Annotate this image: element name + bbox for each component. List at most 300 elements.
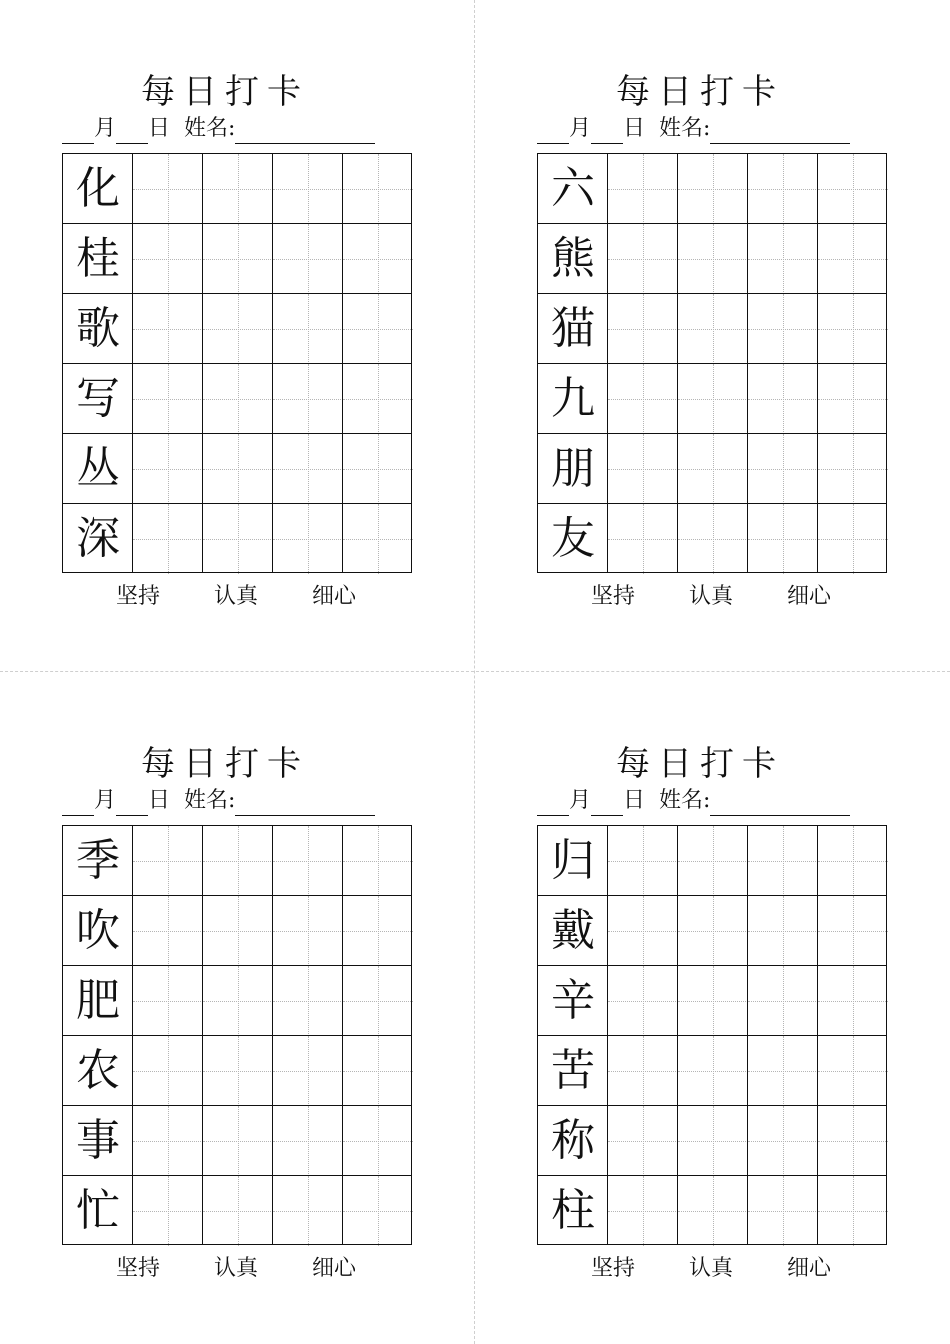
model-character: 猫 xyxy=(551,303,595,354)
model-character: 写 xyxy=(76,373,120,424)
grid-column-separator xyxy=(342,826,343,1244)
date-name-line xyxy=(537,114,877,144)
date-name-line xyxy=(537,786,877,816)
month-label: 月 xyxy=(569,788,592,813)
practice-cell[interactable] xyxy=(608,294,678,364)
guide-line-vertical xyxy=(853,896,854,966)
guide-line-vertical xyxy=(168,826,169,896)
practice-cell[interactable] xyxy=(203,364,273,434)
practice-cell[interactable] xyxy=(678,224,748,294)
name-label: 姓名: xyxy=(659,116,711,141)
guide-line-vertical xyxy=(713,966,714,1036)
model-character-cell xyxy=(538,826,608,896)
guide-line-vertical xyxy=(308,1176,309,1246)
guide-line-vertical xyxy=(308,966,309,1036)
practice-cell[interactable] xyxy=(678,434,748,504)
practice-cell[interactable] xyxy=(608,224,678,294)
month-blank[interactable] xyxy=(62,119,94,144)
practice-cell[interactable] xyxy=(203,966,273,1036)
practice-cell[interactable] xyxy=(748,1036,818,1106)
guide-line-vertical xyxy=(168,1106,169,1176)
practice-cell[interactable] xyxy=(678,154,748,224)
guide-line-vertical xyxy=(378,1036,379,1106)
practice-cell[interactable] xyxy=(273,154,343,224)
practice-cell[interactable] xyxy=(608,966,678,1036)
guide-line-vertical xyxy=(713,364,714,434)
grid-row-separator xyxy=(538,1105,886,1106)
grid-column-separator xyxy=(342,154,343,572)
practice-cell[interactable] xyxy=(678,1176,748,1246)
grid-row-separator xyxy=(538,433,886,434)
practice-cell[interactable] xyxy=(748,294,818,364)
guide-line-vertical xyxy=(783,1176,784,1246)
grid-row-separator xyxy=(538,895,886,896)
practice-cell[interactable] xyxy=(748,826,818,896)
model-character: 九 xyxy=(551,373,595,424)
model-character: 六 xyxy=(551,163,595,214)
grid-row xyxy=(63,966,411,1036)
guide-line-vertical xyxy=(378,1176,379,1246)
practice-cell[interactable] xyxy=(748,434,818,504)
practice-cell[interactable] xyxy=(343,826,413,896)
day-blank[interactable] xyxy=(591,791,623,816)
guide-line-vertical xyxy=(783,826,784,896)
guide-line-vertical xyxy=(378,966,379,1036)
practice-cell[interactable] xyxy=(748,1106,818,1176)
model-character-cell xyxy=(63,1036,133,1106)
model-character: 归 xyxy=(551,835,595,886)
guide-line-vertical xyxy=(168,224,169,294)
practice-cell[interactable] xyxy=(273,434,343,504)
grid-row-separator xyxy=(538,1035,886,1036)
grid-row xyxy=(538,434,886,504)
model-character: 深 xyxy=(76,513,120,564)
grid-row xyxy=(63,504,411,574)
model-character-cell xyxy=(538,1106,608,1176)
guide-line-vertical xyxy=(643,1036,644,1106)
practice-cell[interactable] xyxy=(273,294,343,364)
practice-cell[interactable] xyxy=(133,1106,203,1176)
name-label: 姓名: xyxy=(184,116,236,141)
practice-cell[interactable] xyxy=(748,896,818,966)
practice-cell[interactable] xyxy=(608,364,678,434)
guide-line-vertical xyxy=(643,826,644,896)
model-character-cell xyxy=(538,966,608,1036)
practice-cell[interactable] xyxy=(273,1176,343,1246)
grid-row-separator xyxy=(63,223,411,224)
practice-card xyxy=(50,672,400,1281)
practice-cell[interactable] xyxy=(678,294,748,364)
practice-cell[interactable] xyxy=(818,504,888,574)
practice-cell[interactable] xyxy=(678,1106,748,1176)
practice-cell[interactable] xyxy=(343,434,413,504)
month-label: 月 xyxy=(94,116,117,141)
grid-column-separator xyxy=(272,826,273,1244)
day-label: 日 xyxy=(148,116,171,141)
guide-line-vertical xyxy=(308,434,309,504)
card-title: 每日打卡 xyxy=(616,72,784,112)
guide-line-vertical xyxy=(238,1176,239,1246)
grid-row-separator xyxy=(538,965,886,966)
day-blank[interactable] xyxy=(591,119,623,144)
guide-line-vertical xyxy=(783,896,784,966)
practice-cell[interactable] xyxy=(343,1176,413,1246)
practice-cell[interactable] xyxy=(748,364,818,434)
practice-cell[interactable] xyxy=(608,826,678,896)
day-label: 日 xyxy=(623,788,646,813)
practice-cell[interactable] xyxy=(818,896,888,966)
date-name-line xyxy=(62,114,402,144)
guide-line-vertical xyxy=(378,826,379,896)
practice-cell[interactable] xyxy=(818,294,888,364)
practice-cell[interactable] xyxy=(203,504,273,574)
guide-line-vertical xyxy=(168,896,169,966)
practice-card xyxy=(525,0,875,609)
guide-line-vertical xyxy=(168,364,169,434)
practice-cell[interactable] xyxy=(273,224,343,294)
practice-cell[interactable] xyxy=(203,826,273,896)
practice-cell[interactable] xyxy=(343,224,413,294)
model-character-cell xyxy=(63,896,133,966)
guide-line-vertical xyxy=(783,294,784,364)
practice-cell[interactable] xyxy=(818,434,888,504)
model-character: 桂 xyxy=(76,233,120,284)
grid-row-separator xyxy=(63,1105,411,1106)
vertical-cut-line xyxy=(474,0,475,1344)
card-motto: 坚持 认真 细心 xyxy=(591,584,831,609)
practice-cell[interactable] xyxy=(133,504,203,574)
grid-row xyxy=(63,434,411,504)
guide-line-vertical xyxy=(308,364,309,434)
model-character-cell xyxy=(63,826,133,896)
practice-cell[interactable] xyxy=(133,154,203,224)
grid-row xyxy=(538,504,886,574)
guide-line-vertical xyxy=(308,504,309,574)
month-blank[interactable] xyxy=(537,119,569,144)
practice-cell[interactable] xyxy=(203,1106,273,1176)
guide-line-vertical xyxy=(853,1036,854,1106)
grid-row xyxy=(63,826,411,896)
name-label: 姓名: xyxy=(659,788,711,813)
practice-cell[interactable] xyxy=(608,1036,678,1106)
grid-column-separator xyxy=(817,826,818,1244)
practice-cell[interactable] xyxy=(133,826,203,896)
practice-cell[interactable] xyxy=(818,364,888,434)
grid-row-separator xyxy=(538,293,886,294)
grid-row-separator xyxy=(538,503,886,504)
guide-line-vertical xyxy=(853,966,854,1036)
model-character: 称 xyxy=(551,1115,595,1166)
practice-cell[interactable] xyxy=(133,1036,203,1106)
guide-line-vertical xyxy=(238,966,239,1036)
practice-cell[interactable] xyxy=(343,364,413,434)
grid-row xyxy=(538,826,886,896)
name-label: 姓名: xyxy=(184,788,236,813)
guide-line-vertical xyxy=(308,1036,309,1106)
grid-row xyxy=(63,1036,411,1106)
guide-line-vertical xyxy=(643,364,644,434)
practice-cell[interactable] xyxy=(748,224,818,294)
practice-cell[interactable] xyxy=(343,154,413,224)
model-character: 肥 xyxy=(76,975,120,1026)
practice-cell[interactable] xyxy=(678,364,748,434)
grid-row xyxy=(63,154,411,224)
grid-column-separator xyxy=(202,154,203,572)
practice-cell[interactable] xyxy=(818,1036,888,1106)
model-character-cell xyxy=(63,434,133,504)
guide-line-vertical xyxy=(853,364,854,434)
model-character: 化 xyxy=(76,163,120,214)
grid-column-separator xyxy=(607,826,608,1244)
guide-line-vertical xyxy=(238,434,239,504)
practice-cell[interactable] xyxy=(133,1176,203,1246)
grid-row xyxy=(63,1106,411,1176)
grid-row xyxy=(63,1176,411,1246)
practice-cell[interactable] xyxy=(748,966,818,1036)
grid-row xyxy=(538,364,886,434)
practice-cell[interactable] xyxy=(748,1176,818,1246)
model-character-cell xyxy=(538,364,608,434)
day-blank[interactable] xyxy=(116,791,148,816)
grid-column-separator xyxy=(132,826,133,1244)
practice-cell[interactable] xyxy=(678,826,748,896)
model-character-cell xyxy=(538,434,608,504)
guide-line-vertical xyxy=(168,966,169,1036)
practice-cell[interactable] xyxy=(343,294,413,364)
day-blank[interactable] xyxy=(116,119,148,144)
guide-line-vertical xyxy=(853,294,854,364)
grid-row xyxy=(538,1106,886,1176)
name-blank[interactable] xyxy=(235,791,375,816)
guide-line-vertical xyxy=(643,1106,644,1176)
month-blank[interactable] xyxy=(537,791,569,816)
card-motto: 坚持 认真 细心 xyxy=(116,1256,356,1281)
grid-row-separator xyxy=(63,503,411,504)
guide-line-vertical xyxy=(238,826,239,896)
practice-cell[interactable] xyxy=(203,224,273,294)
model-character: 苦 xyxy=(551,1045,595,1096)
model-character-cell xyxy=(538,1176,608,1246)
model-character: 熊 xyxy=(551,233,595,284)
model-character-cell xyxy=(63,224,133,294)
model-character-cell xyxy=(538,224,608,294)
model-character-cell xyxy=(63,1176,133,1246)
grid-row-separator xyxy=(63,363,411,364)
model-character-cell xyxy=(63,1106,133,1176)
guide-line-vertical xyxy=(713,154,714,224)
guide-line-vertical xyxy=(168,434,169,504)
guide-line-vertical xyxy=(308,224,309,294)
practice-cell[interactable] xyxy=(608,154,678,224)
model-character-cell xyxy=(538,154,608,224)
practice-cell[interactable] xyxy=(273,826,343,896)
guide-line-vertical xyxy=(713,294,714,364)
grid-row xyxy=(63,224,411,294)
practice-cell[interactable] xyxy=(343,1106,413,1176)
grid-column-separator xyxy=(817,154,818,572)
practice-cell[interactable] xyxy=(203,434,273,504)
guide-line-vertical xyxy=(713,504,714,574)
card-motto: 坚持 认真 细心 xyxy=(116,584,356,609)
grid-column-separator xyxy=(607,154,608,572)
guide-line-vertical xyxy=(238,896,239,966)
guide-line-vertical xyxy=(783,1106,784,1176)
guide-line-vertical xyxy=(783,504,784,574)
practice-card xyxy=(525,672,875,1281)
guide-line-vertical xyxy=(643,224,644,294)
practice-cell[interactable] xyxy=(678,504,748,574)
month-blank[interactable] xyxy=(62,791,94,816)
grid-row xyxy=(538,294,886,364)
grid-row-separator xyxy=(63,293,411,294)
model-character: 柱 xyxy=(551,1185,595,1236)
grid-column-separator xyxy=(677,826,678,1244)
practice-cell[interactable] xyxy=(608,504,678,574)
grid-row xyxy=(538,896,886,966)
practice-cell[interactable] xyxy=(343,1036,413,1106)
practice-cell[interactable] xyxy=(678,1036,748,1106)
guide-line-vertical xyxy=(168,1176,169,1246)
practice-cell[interactable] xyxy=(273,1036,343,1106)
month-label: 月 xyxy=(94,788,117,813)
practice-cell[interactable] xyxy=(608,1176,678,1246)
grid-row-separator xyxy=(538,1175,886,1176)
practice-cell[interactable] xyxy=(273,364,343,434)
writing-grid xyxy=(62,153,412,573)
guide-line-vertical xyxy=(378,434,379,504)
practice-cell[interactable] xyxy=(133,294,203,364)
guide-line-vertical xyxy=(168,504,169,574)
practice-cell[interactable] xyxy=(343,966,413,1036)
grid-row-separator xyxy=(63,965,411,966)
practice-cell[interactable] xyxy=(818,1106,888,1176)
grid-row-separator xyxy=(63,895,411,896)
guide-line-vertical xyxy=(643,504,644,574)
practice-cell[interactable] xyxy=(678,896,748,966)
model-character-cell xyxy=(538,896,608,966)
practice-cell[interactable] xyxy=(133,966,203,1036)
guide-line-vertical xyxy=(643,294,644,364)
practice-cell[interactable] xyxy=(818,1176,888,1246)
practice-cell[interactable] xyxy=(818,224,888,294)
guide-line-vertical xyxy=(308,896,309,966)
model-character-cell xyxy=(63,966,133,1036)
guide-line-vertical xyxy=(238,504,239,574)
name-blank[interactable] xyxy=(235,119,375,144)
grid-row xyxy=(538,1036,886,1106)
grid-row xyxy=(538,224,886,294)
guide-line-vertical xyxy=(378,364,379,434)
day-label: 日 xyxy=(148,788,171,813)
practice-cell[interactable] xyxy=(133,896,203,966)
writing-grid xyxy=(537,153,887,573)
guide-line-vertical xyxy=(853,434,854,504)
practice-cell[interactable] xyxy=(343,504,413,574)
grid-row-separator xyxy=(538,223,886,224)
practice-cell[interactable] xyxy=(678,966,748,1036)
practice-cell[interactable] xyxy=(203,1036,273,1106)
practice-cell[interactable] xyxy=(203,294,273,364)
practice-cell[interactable] xyxy=(133,434,203,504)
guide-line-vertical xyxy=(238,294,239,364)
model-character: 吹 xyxy=(76,905,120,956)
card-motto: 坚持 认真 细心 xyxy=(591,1256,831,1281)
practice-cell[interactable] xyxy=(273,966,343,1036)
day-label: 日 xyxy=(623,116,646,141)
practice-cell[interactable] xyxy=(203,896,273,966)
model-character: 辛 xyxy=(551,975,595,1026)
guide-line-vertical xyxy=(713,896,714,966)
practice-cell[interactable] xyxy=(343,896,413,966)
guide-line-vertical xyxy=(378,504,379,574)
practice-cell[interactable] xyxy=(748,154,818,224)
name-blank[interactable] xyxy=(710,119,850,144)
writing-grid xyxy=(62,825,412,1245)
practice-cell[interactable] xyxy=(818,154,888,224)
guide-line-vertical xyxy=(853,1106,854,1176)
practice-cell[interactable] xyxy=(608,434,678,504)
model-character: 忙 xyxy=(76,1185,120,1236)
guide-line-vertical xyxy=(853,504,854,574)
practice-cell[interactable] xyxy=(133,364,203,434)
practice-cell[interactable] xyxy=(203,154,273,224)
model-character: 事 xyxy=(76,1115,120,1166)
practice-cell[interactable] xyxy=(273,896,343,966)
practice-card xyxy=(50,0,400,609)
guide-line-vertical xyxy=(643,154,644,224)
practice-cell[interactable] xyxy=(748,504,818,574)
model-character-cell xyxy=(538,294,608,364)
date-name-line xyxy=(62,786,402,816)
guide-line-vertical xyxy=(713,1106,714,1176)
guide-line-vertical xyxy=(238,364,239,434)
guide-line-vertical xyxy=(783,224,784,294)
model-character: 丛 xyxy=(76,443,120,494)
grid-row xyxy=(538,154,886,224)
grid-row xyxy=(538,1176,886,1246)
grid-row-separator xyxy=(538,363,886,364)
practice-cell[interactable] xyxy=(818,826,888,896)
practice-cell[interactable] xyxy=(608,896,678,966)
model-character: 农 xyxy=(76,1045,120,1096)
model-character: 戴 xyxy=(551,905,595,956)
guide-line-vertical xyxy=(853,154,854,224)
practice-cell[interactable] xyxy=(273,504,343,574)
practice-cell[interactable] xyxy=(203,1176,273,1246)
grid-column-separator xyxy=(202,826,203,1244)
guide-line-vertical xyxy=(378,1106,379,1176)
practice-cell[interactable] xyxy=(818,966,888,1036)
guide-line-vertical xyxy=(783,154,784,224)
guide-line-vertical xyxy=(308,294,309,364)
guide-line-vertical xyxy=(783,434,784,504)
guide-line-vertical xyxy=(713,1176,714,1246)
guide-line-vertical xyxy=(168,1036,169,1106)
guide-line-vertical xyxy=(853,1176,854,1246)
model-character-cell xyxy=(63,504,133,574)
grid-row xyxy=(538,966,886,1036)
model-character: 友 xyxy=(551,513,595,564)
grid-row-separator xyxy=(63,1175,411,1176)
grid-column-separator xyxy=(747,154,748,572)
practice-cell[interactable] xyxy=(608,1106,678,1176)
practice-cell[interactable] xyxy=(133,224,203,294)
guide-line-vertical xyxy=(168,154,169,224)
name-blank[interactable] xyxy=(710,791,850,816)
grid-column-separator xyxy=(747,826,748,1244)
practice-cell[interactable] xyxy=(273,1106,343,1176)
grid-row-separator xyxy=(63,433,411,434)
